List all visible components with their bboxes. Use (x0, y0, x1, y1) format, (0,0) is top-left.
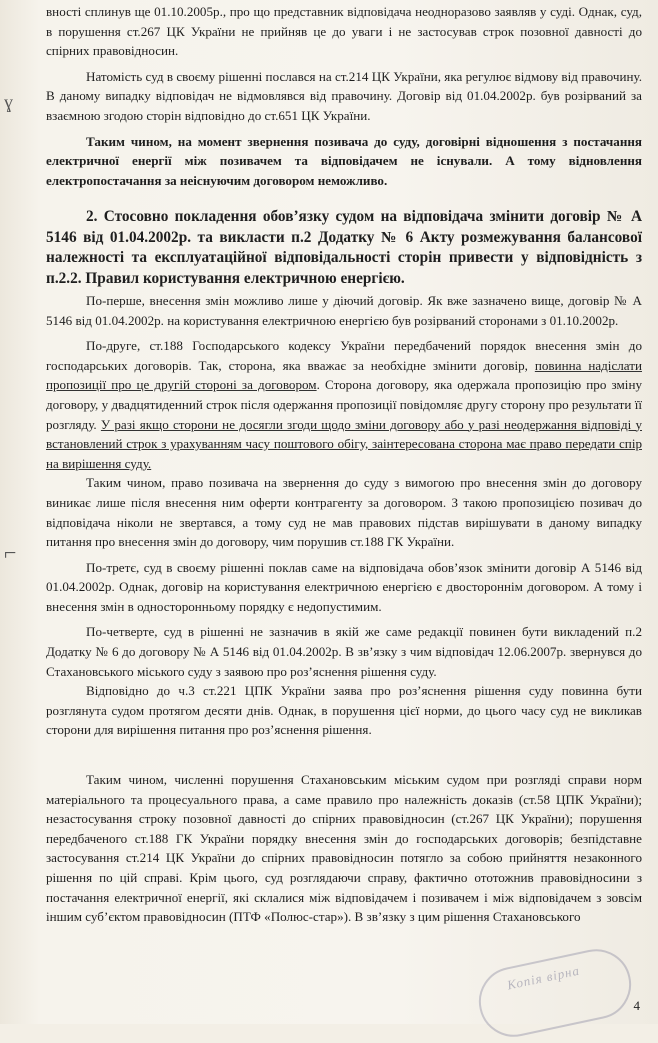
stamp-label: Копія вірна (505, 962, 582, 993)
handwritten-bracket-icon: ⌐ (4, 540, 17, 565)
handwritten-mark-icon: ɣ (4, 92, 13, 112)
section-heading-2: 2. Стосовно покладення обов’язку судом на відповідача змінити договір № А 5146 від 01.04.2002р. та викласти п.2 Додатку № 6 Акту розмежування балансової належності та експлуатаційної відповідальності сторін привести у відповідність з п.2.2. Правил користування електричною енергією. (46, 208, 642, 287)
certified-copy-stamp (472, 943, 637, 1043)
paragraph-4-text-c: . Сторона договору, яка одержала пропозицію про зміну договору, у двадцятиденний строк після одержання пропозиції повідомляє другу сторону про результати її розгляду. (46, 377, 642, 432)
document-body (46, 2, 642, 927)
paragraph-4-underlined-a: повинна надіслати пропозиції про це другій стороні за договором (46, 357, 642, 393)
paragraph-0: вності сплинув ще 01.10.2005р., про що представник відповідача неодноразово заявляв у суді. Однак, суд, в порушення ст.267 ЦК України не прийняв це до уваги і не застосував строк позовної давності до спірних правовідносин. (46, 4, 642, 59)
paragraph-7: По-четверте, суд в рішенні не зазначив в якій же саме редакції повинен бути викладений п.2 Додатку № 6 до договору № А 5146 від 01.04.2002р. В зв’язку з чим відповідач 12.06.2007р. звернувся до Стахановського міського суду з заявою про роз’яснення рішення суду. (46, 624, 642, 679)
paragraph-4-underlined-d: У разі якщо сторони не досягли згоди щодо зміни договору або у разі неодержання відповіді у встановлений строк з урахуванням часу поштового обігу, заінтересована сторона має право передати спір на вирішення суду. (46, 416, 642, 471)
paragraph-6: По-третє, суд в своєму рішенні поклав саме на відповідача обов’язок змінити договір А 5146 від 01.04.2002р. Однак, договір на користування електричною енергією є двостороннім договором. А тому і внесення змін в односторонньому порядку є недопустимим. (46, 559, 642, 614)
page-number: 4 (633, 998, 640, 1013)
paragraph-4-text-a: По-друге, ст.188 Господарського кодексу України передбачений порядок внесення змін до господарських договорів. Так, сторона, яка вважає за необхідне змінити договір, (46, 338, 642, 373)
paragraph-8: Відповідно до ч.3 ст.221 ЦПК України заява про роз’яснення рішення суду повинна бути розглянута судом протягом десяти днів. Однак, в порушення цієї норми, до цього часу суд не викликав сторони для вирішення питання про роз’яснення рішення. (46, 683, 642, 738)
paragraph-5: Таким чином, право позивача на звернення до суду з вимогою про внесення змін до договору виникає лише після внесення ним оферти контрагенту за договором. З такою пропозицією позивач до відповідача ніколи не звертався, а тому суд не мав правових підстав вирішувати в даному випадку питання про внесення змін до договору, чим порушив ст.188 ГК України. (46, 475, 642, 550)
paragraph-4 (46, 336, 642, 473)
paragraph-9: Таким чином, численні порушення Стахановським міським судом при розгляді справи норм матеріального та процесуального права, а саме правило про належність доказів (ст.58 ЦПК України); незастосування строку позовної давності до спірних правовідносин (ст.267 ЦК України); порушення передбаченого ст.188 ГК України порядку внесення змін до господарських договорів; безпідставне застосування ст.214 ЦК України до спірних правовідносин потягло за собою прийняття незаконного рішення по цій справі. Крім цього, суд розглядаючи справу, фактично ототожнив правовідносини з постачання електричної енергії, які склалися між відповідачем і позивачем і між відповідачем з зовсім іншим суб’єктом правовідносин (ПТФ «Полюс-стар»). В зв’язку з цим рішення Стахановського (46, 772, 642, 925)
paragraph-3: По-перше, внесення змін можливо лише у діючий договір. Як вже зазначено вище, договір № А 5146 від 01.04.2002р. на користування електричною енергією був розірваний сторонами з 01.10.2002р. (46, 292, 642, 328)
paragraph-2: Таким чином, на момент звернення позивача до суду, договірні відношення з постачання електричної енергії між позивачем та відповідачем не існували. А тому відновлення електропостачання за неіснуючим договором неможливо. (46, 133, 642, 188)
paragraph-1: Натомість суд в своєму рішенні послався на ст.214 ЦК України, яка регулює відмову від правочину. В даному випадку відповідач не відмовлявся від правочину. Договір від 01.04.2002р. був розірваний за взаємною згодою сторін відповідно до ст.651 ЦК України. (46, 68, 642, 123)
